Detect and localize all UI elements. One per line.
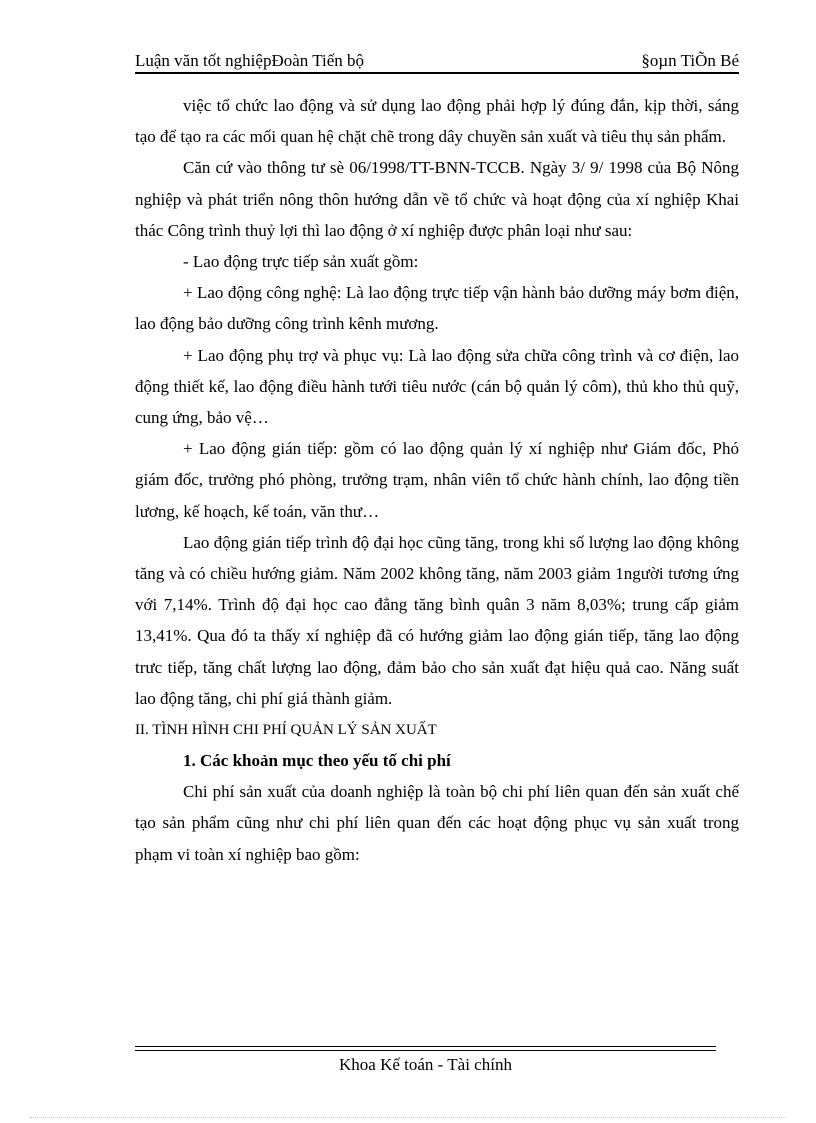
- page-header: [135, 50, 739, 72]
- header-rule: [135, 72, 739, 74]
- section-heading: II. TÌNH HÌNH CHI PHÍ QUẢN LÝ SẢN XUẤT: [135, 722, 437, 739]
- paragraph-production-cost: Chi phí sản xuất của doanh nghiệp là toàn bộ chi phí liên quan đến sản xuất chế tạo sản phẩm cũng như chi phí liên quan đến các hoạt động phục vụ sản xuất trong phạm vi toàn xí nghiệp bao gồm:: [135, 782, 739, 864]
- footer-rule-bottom: [135, 1050, 716, 1051]
- page-footer: Khoa Kế toán - Tài chính: [339, 1055, 512, 1074]
- paragraph-direct-labor: - Lao động trực tiếp sản xuất gồm:: [183, 252, 419, 272]
- header-thesis-title: Luận văn tốt nghiệpĐoàn Tiến bộ: [135, 51, 365, 70]
- document-body: [135, 90, 739, 870]
- paragraph-labor-analysis: Lao động gián tiếp trình độ đại học cũng tăng, trong khi số lượng lao động không tăng và có chiều hướng giảm. Năm 2002 không tăng, năm 2003 giảm 1người tương ứng với 7,14%. Trình độ đại học cao đẳng tăng bình quân 3 năm 8,03%; trung cấp giảm 13,41%. Qua đó ta thấy xí nghiệp đã có hướng giảm lao động gián tiếp, tăng lao động trưc tiếp, tăng chất lượng lao động, đảm bảo cho sản xuất đạt hiệu quả cao. Năng suất lao động tăng, chi phí giá thành giảm.: [135, 532, 739, 708]
- footer-rule-top: [135, 1046, 716, 1047]
- paragraph-continuation: việc tổ chức lao động và sử dụng lao động phải hợp lý đúng đắn, kịp thời, sáng tạo để tạo ra các mối quan hệ chặt chẽ trong dây chuyền sản xuất và tiêu thụ sản phẩm.: [135, 96, 739, 147]
- page-edge-divider: [30, 1117, 786, 1118]
- paragraph-technology-labor: + Lao động công nghệ: Là lao động trực tiếp vận hành bảo dưỡng máy bơm điện, lao động bảo dưỡng công trình kênh mương.: [135, 283, 739, 334]
- subsection-heading: 1. Các khoản mục theo yếu tố chi phí: [183, 751, 451, 771]
- paragraph-support-labor: + Lao động phụ trợ và phục vụ: Là lao động sửa chữa công trình và cơ điện, lao động thiết kế, lao động điều hành tưới tiêu nước (cán bộ quản lý côm), thủ kho thủ quỹ, cung ứng, bảo vệ…: [135, 345, 739, 428]
- paragraph-circular-reference: Căn cứ vào thông tư sè 06/1998/TT-BNN-TCCB. Ngày 3/ 9/ 1998 của Bộ Nông nghiệp và phát triển nông thôn hướng dẫn về tổ chức và hoạt động của xí nghiệp Khai thác Công trình thuỷ lợi thì lao động ở xí nghiệp được phân loại như sau:: [135, 158, 739, 240]
- paragraph-indirect-labor: + Lao động gián tiếp: gồm có lao động quản lý xí nghiệp như Giám đốc, Phó giám đốc, trưởng phó phòng, trưởng trạm, nhân viên tổ chức hành chính, lao động tiền lương, kế hoạch, kế toán, văn thư…: [135, 439, 739, 521]
- header-author: §oµn TiÕn Bé: [641, 51, 739, 70]
